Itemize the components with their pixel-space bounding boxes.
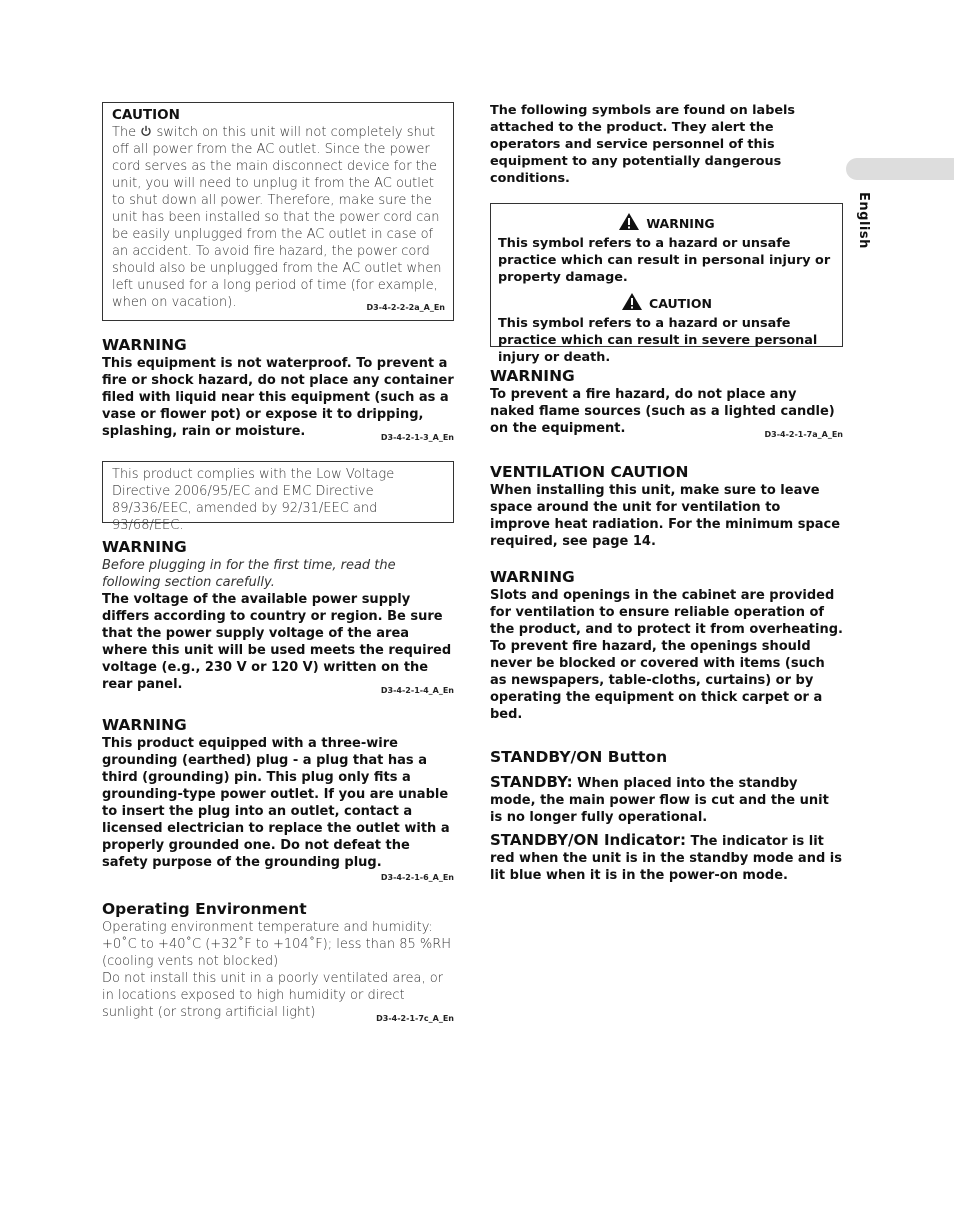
ventilation-heading: VENTILATION CAUTION [490, 463, 689, 481]
language-tab [846, 158, 954, 180]
symbols-intro: The following symbols are found on labels attached to the product. They alert the operators and service personnel of this equipment to any potentially dangerous conditions. [490, 103, 796, 186]
standby-text: When placed into the standby mode, the main power flow is cut and the unit is no longer fully operational. [490, 776, 829, 825]
doc-code: D3-4-2-1-3_A_En [380, 433, 454, 442]
warning-text: This product equipped with a three-wire grounding (earthed) plug - a plug that has a third (grounding) pin. This plug only fits a grounding-type power outlet. If you are unable to insert the plug into an outlet, contact a licensed electrician to replace the outlet with a properly grounded one. Do not defeat the safety purpose of the grounding plug. [102, 736, 450, 870]
power-icon [140, 125, 152, 140]
caution-text: The switch on this unit will not completely shut off all power from the AC outlet. Since the power cord serves as the main disconnect device for the unit, you will need to unplug it from the AC outlet to shut down all power. Therefore, make sure the unit has been installed so that the power cord can be easily unplugged from the AC outlet in case of an accident. To avoid fire hazard, the power cord should also be unplugged from the AC outlet when left unused for a long period of time (for example, when on vacation). D3-4-2-2-2a_A_En [112, 124, 445, 311]
left-column [102, 102, 454, 1027]
operating-environment [102, 900, 454, 1027]
doc-code: D3-4-2-1-4_A_En [380, 686, 454, 695]
ventilation-caution [490, 463, 843, 550]
caution-label: CAUTION [649, 296, 712, 311]
doc-code: D3-4-2-2-2a_A_En [366, 303, 445, 312]
warning-heading: WARNING [490, 568, 575, 586]
warning-text: Slots and openings in the cabinet are provided for ventilation to ensure reliable operation of the product, and to protect it from overheating. To prevent fire hazard, the openings should never be blocked or covered with items (such as newspapers, table-cloths, curtains) or by operating the equipment on thick carpet or a bed. [490, 588, 843, 722]
operating-heading: Operating Environment [102, 900, 307, 918]
caution-symbol-text: This symbol refers to a hazard or unsafe practice which can result in severe personal injury or death. [498, 316, 818, 365]
symbols-box [490, 203, 843, 365]
doc-code: D3-4-2-1-7a_A_En [764, 430, 843, 439]
compliance-text: This product complies with the Low Voltage Directive 2006/95/EC and EMC Directive 89/336/EEC, amended by 92/31/EEC and 93/68/EEC. [112, 467, 395, 533]
warning-text: To prevent a fire hazard, do not place any naked flame sources (such as a lighted candle) on the equipment. [490, 387, 835, 436]
indicator-label: STANDBY/ON Indicator: [490, 831, 686, 849]
doc-code: D3-4-2-1-7c_A_En [376, 1014, 454, 1023]
warning-grounding [102, 716, 454, 882]
warning-triangle-icon [618, 212, 640, 235]
warning-voltage [102, 538, 454, 699]
caution-heading: CAUTION [112, 107, 180, 123]
doc-code: D3-4-2-1-6_A_En [380, 873, 454, 882]
standby-paragraph [490, 774, 843, 826]
compliance-box [102, 461, 454, 533]
indicator-text: The indicator is lit red when the unit is in the standby mode and is lit blue when it is in the power-on mode. [490, 834, 842, 883]
warning-heading: WARNING [102, 538, 187, 556]
standby-section [490, 748, 843, 884]
warning-intro: Before plugging in for the first time, read the following section carefully. [102, 558, 396, 590]
operating-text-2: Do not install this unit in a poorly ventilated area, or in locations exposed to high humidity or direct sunlight (or strong artificial light) [102, 971, 444, 1020]
warning-label: WARNING [646, 216, 715, 231]
warning-slots [490, 568, 843, 723]
indicator-paragraph [490, 832, 843, 884]
warning-waterproof [102, 336, 454, 446]
warning-heading: WARNING [490, 367, 575, 385]
warning-text: This equipment is not waterproof. To prevent a fire or shock hazard, do not place any container filed with liquid near this equipment (such as a vase or flower pot) or expose it to dripping, splashing, rain or moisture. [102, 356, 454, 439]
language-label: English [856, 192, 871, 249]
caution-box [102, 102, 454, 321]
warning-heading: WARNING [102, 716, 187, 734]
caution-triangle-icon [621, 292, 643, 315]
warning-flame [490, 367, 843, 443]
warning-symbol-text: This symbol refers to a hazard or unsafe practice which can result in personal injury or property damage. [498, 236, 831, 285]
ventilation-text: When installing this unit, make sure to leave space around the unit for ventilation to improve heat radiation. For the minimum space required, see page 14. [490, 483, 841, 549]
right-column [490, 102, 843, 884]
warning-heading: WARNING [102, 336, 187, 354]
standby-label: STANDBY: [490, 773, 573, 791]
standby-heading: STANDBY/ON Button [490, 748, 668, 766]
operating-text-1: Operating environment temperature and humidity: +0˚C to +40˚C (+32˚F to +104˚F); less than 85 %RH (cooling vents not blocked) [102, 920, 452, 969]
warning-text: The voltage of the available power supply differs according to country or region. Be sure that the power supply voltage of the area where this unit will be used meets the required voltage (e.g., 230 V or 120 V) written on the rear panel. [102, 592, 452, 692]
